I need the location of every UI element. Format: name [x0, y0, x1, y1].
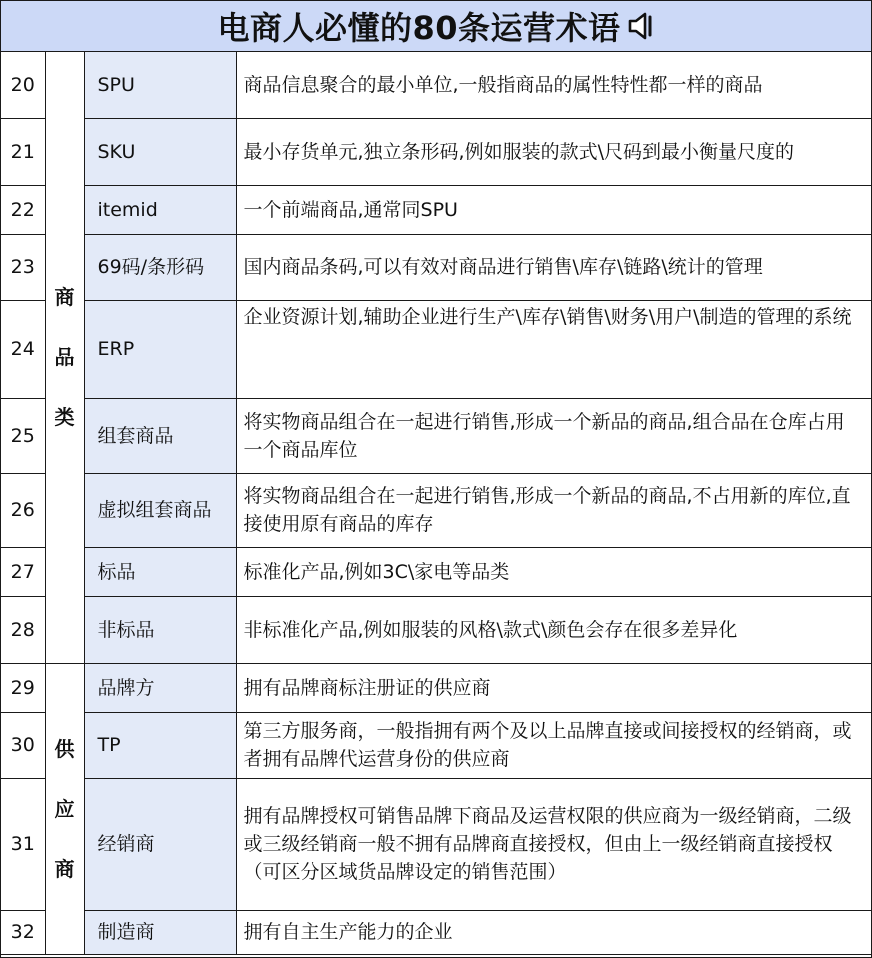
description-cell: 国内商品条码,可以有效对商品进行销售\库存\链路\统计的管理	[236, 234, 871, 300]
row-number: 25	[1, 398, 45, 473]
row-number: 23	[1, 234, 45, 300]
row-number: 31	[1, 778, 45, 910]
category-label: 供 应 商	[54, 736, 75, 881]
term-cell: SKU	[84, 118, 236, 185]
table-row	[1, 547, 871, 596]
term-cell: 虚拟组套商品	[84, 473, 236, 547]
description-cell: 拥有品牌授权可销售品牌下商品及运营权限的供应商为一级经销商，二级或三级经销商一般不拥有品牌商直接授权，但由上一级经销商直接授权（可区分区域货品牌设定的销售范围）	[236, 778, 871, 910]
row-number: 32	[1, 910, 45, 954]
table-row	[1, 300, 871, 398]
description-cell: 非标准化产品,例如服装的风格\款式\颜色会存在很多差异化	[236, 596, 871, 663]
term-cell: itemid	[84, 185, 236, 234]
table-row	[1, 596, 871, 663]
row-number: 21	[1, 118, 45, 185]
term-cell: 69码/条形码	[84, 234, 236, 300]
term-cell: 制造商	[84, 910, 236, 954]
table-row	[1, 118, 871, 185]
description-cell: 拥有自主生产能力的企业	[236, 910, 871, 954]
table-row	[1, 398, 871, 473]
table-row	[1, 234, 871, 300]
category-cell-goods	[45, 52, 84, 663]
row-number: 22	[1, 185, 45, 234]
row-number: 27	[1, 547, 45, 596]
table-row	[1, 473, 871, 547]
glossary-table	[1, 52, 871, 955]
description-cell: 将实物商品组合在一起进行销售,形成一个新品的商品,组合品在仓库占用一个商品库位	[236, 398, 871, 473]
term-cell: ERP	[84, 300, 236, 398]
description-cell: 拥有品牌商标注册证的供应商	[236, 663, 871, 712]
term-cell: SPU	[84, 52, 236, 118]
term-cell: TP	[84, 712, 236, 778]
row-number: 30	[1, 712, 45, 778]
term-cell: 非标品	[84, 596, 236, 663]
row-number: 28	[1, 596, 45, 663]
table-row	[1, 52, 871, 118]
row-number: 26	[1, 473, 45, 547]
speaker-icon	[627, 11, 655, 41]
row-number: 24	[1, 300, 45, 398]
table-row	[1, 778, 871, 910]
category-cell-suppliers	[45, 663, 84, 954]
description-cell: 企业资源计划,辅助企业进行生产\库存\销售\财务\用户\制造的管理的系统	[236, 300, 871, 398]
description-cell: 标准化产品,例如3C\家电等品类	[236, 547, 871, 596]
table-row	[1, 910, 871, 954]
row-number: 20	[1, 52, 45, 118]
description-cell: 一个前端商品,通常同SPU	[236, 185, 871, 234]
table-row	[1, 712, 871, 778]
term-cell: 品牌方	[84, 663, 236, 712]
term-cell: 标品	[84, 547, 236, 596]
table-row	[1, 185, 871, 234]
title-bar	[1, 1, 871, 52]
row-number: 29	[1, 663, 45, 712]
description-cell: 将实物商品组合在一起进行销售,形成一个新品的商品,不占用新的库位,直接使用原有商品的库存	[236, 473, 871, 547]
page-title: 电商人必懂的80条运营术语	[217, 9, 621, 47]
table-row	[1, 663, 871, 712]
term-cell: 组套商品	[84, 398, 236, 473]
term-cell: 经销商	[84, 778, 236, 910]
description-cell: 最小存货单元,独立条形码,例如服装的款式\尺码到最小衡量尺度的	[236, 118, 871, 185]
category-label: 商 品 类	[54, 285, 75, 430]
description-cell: 第三方服务商，一般指拥有两个及以上品牌直接或间接授权的经销商，或者拥有品牌代运营身份的供应商	[236, 712, 871, 778]
description-cell: 商品信息聚合的最小单位,一般指商品的属性特性都一样的商品	[236, 52, 871, 118]
